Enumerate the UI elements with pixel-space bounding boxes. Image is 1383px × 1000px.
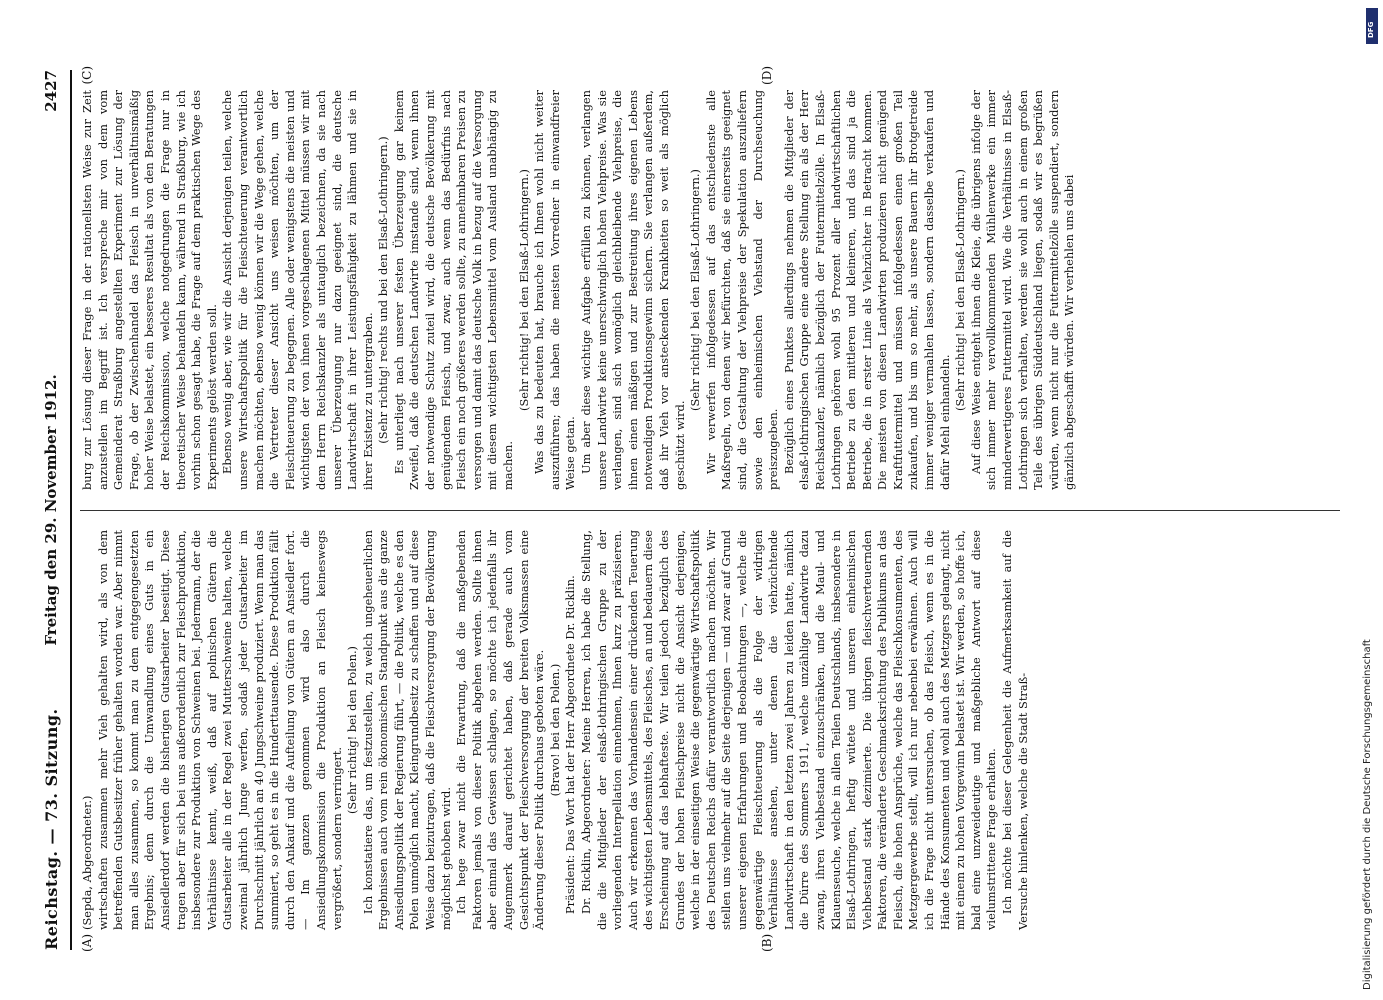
margin-marker-d: (D) bbox=[760, 66, 774, 85]
document-page bbox=[40, 66, 1350, 952]
speaker-continuation: (Sepda, Abgeordneter.) bbox=[80, 795, 94, 930]
paragraph: Auf diese Weise entgeht ihnen die Kleie, die übrigens infolge der sich immer mehr vervollkommnenden Mühlenwerke ein immer minderwertigeres Futtermittel wird. Wie die Verhältnisse in Elsaß-Lothringen sich verhalten, werden sie wohl auch in einem großen Teile des übrigen Süddeutschland liegen, sodaß wir es begrüßen würden, wenn nicht nur die Futtermittelzölle suspendiert, sondern gänzlich abgeschafft würden. Wir verhehlen uns dabei bbox=[968, 90, 1077, 490]
header-session: Reichstag. — 73. Sitzung. bbox=[42, 708, 61, 950]
interjection: (Sehr richtig! bei den Elsaß-Lothringern.) bbox=[953, 169, 968, 411]
interjection: (Bravo! bei den Polen.) bbox=[547, 663, 562, 797]
paragraph: Wir verwerfen infolgedessen auf das entschiedenste alle Maßregeln, von denen wir befürchten, daß sie einerseits geeignet sind, die Gestaltung der Viehpreise der Spekulation auszuliefern sowie den einheimischen Viehstand der Durchseuchung preiszugeben. bbox=[703, 90, 781, 490]
interjection: (Sehr richtig! bei den Polen.) bbox=[345, 645, 360, 815]
paragraph: Es unterliegt nach unserer festen Überzeugung gar keinem Zweifel, daß die deutschen Landwirte imstande sind, wenn ihnen der notwendige Schutz zuteil wird, die deutsche Bevölkerung mit genügendem Fleisch, und zwar, auch wenn das Bedürfnis nach Fleisch ein noch größeres werden sollte, zu annehmbaren Preisen zu versorgen und damit das deutsche Volk in bezug auf die Versorgung mit diesem wichtigsten Lebensmittel vom Ausland unabhängig zu machen. bbox=[391, 90, 516, 490]
speech-paragraph: Dr. Ricklin, Abgeordneter: Meine Herren, ich habe die Stellung, die die Mitglieder der elsaß-lothringischen Gruppe zu der vorliegenden Interpellation einnehmen, Ihnen kurz zu präzisieren. Auch wir erkennen das Vorhandensein einer drückenden Teuerung des wichtigsten Lebensmittels, des Fleisches, an und bedauern diese Erscheinung auf das lebhafteste. Wir teilen jedoch bezüglich des Grundes der hohen Fleischpreise nicht die Ansicht derjenigen, welche in der einseitigen Weise die gegenwärtige Wirtschaftspolitik des Deutschen Reichs dafür verantwortlich machen möchten. Wir stellen uns vielmehr auf die Seite derjenigen — und zwar auf Grund unserer eigenen Erfahrungen und Beobachtungen —, welche die gegenwärtige Fleischteuerung als die Folge der widrigen Verhältnisse ansehen, unter denen die viehzüchtende Landwirtschaft in den letzten zwei Jahren zu leiden hatte, nämlich die Dürre des Sommers 1911, welche unzählige Landwirte dazu zwang, ihren Viehbestand einzuschränken, und die Maul- und Klauenseuche, welche in allen Teilen Deutschlands, insbesondere in Elsaß-Lothringen, heftig wütete und unseren einheimischen Viehbestand stark dezimierte. Die übrigen fleischverteuernden Faktoren, die veränderte Geschmacksrichtung des Publikums an das Fleisch, die hohen Ansprüche, welche das Fleischkonsumenten, des Metzgergewerbe stellt, will ich nur nebenbei erwähnen. Auch will ich die Frage nicht untersuchen, ob das Fleisch, wenn es in die Hände des Konsumenten und wohl auch des Metzgers gelangt, nicht mit einem zu hohen Vorgewinn belastet ist. Wir werden, so hoffe ich, bald eine unzweideutige und maßgebliche Antwort auf diese vielumstrittene Frage erhalten. bbox=[579, 530, 999, 930]
paragraph: wirtschaften zusammen mehr Vieh gehalten wird, als von dem betreffenden Gutsbesitzer früher gehalten worden war. Aber nimmt man alles zusammen, so kommt man zu dem entgegengesetzten Ergebnis; denn durch die Umwandlung eines Guts in ein Ansiedlerdorf werden die bisherigen Gutsarbeiter beseitigt. Diese tragen aber für sich bei uns außerordentlich zur Fleischproduktion, insbesondere zur Produktion von Schweinen bei. Jedermann, der die Verhältnisse kennt, weiß, daß auf polnischen Gütern die Gutsarbeiter alle in der Regel zwei Mutterschweine halten, welche zweimal jährlich Junge werfen, sodaß jeder Gutsarbeiter im Durchschnitt jährlich an 40 Jungschweine produziert. Wenn man das summiert, so geht es in die Hunderttausende. Diese Produktion fällt durch den Ankauf und die Aufteilung von Gütern an Ansiedler fort. — Im ganzen genommen wird also durch die Ansiedlungskommission die Produktion an Fleisch keineswegs vergrößert, sondern verringert. bbox=[95, 530, 344, 930]
page-number: 2427 bbox=[42, 70, 60, 112]
page-header bbox=[40, 70, 70, 950]
interjection: (Sehr richtig! bei den Elsaß-Lothringern.) bbox=[516, 169, 531, 411]
digitization-credit: Digitalisierung gefördert durch die Deutsche Forschungsgemeinschaft bbox=[1362, 639, 1373, 990]
paragraph: burg zur Lösung dieser Frage in der rationellsten Weise zur Zeit anzustellen im Begriff ist. Ich verspreche mir von dem vom Gemeinderat Straßburg angestellten Experiment zur Lösung der Frage, ob der Zwischenhandel das Fleisch in unverhältnismäßig hoher Weise belastet, ein besseres Resultat als von den Beratungen der Reichskommission, welche notgedrungen die Frage nur in theoretischer Weise behandeln kann, während in Straßburg, wie ich vorhin schon gesagt habe, die Frage auf dem praktischen Wege des Experiments gelöst werden soll. bbox=[80, 90, 219, 490]
left-column bbox=[80, 530, 1031, 930]
header-date: Freitag den 29. November 1912. bbox=[42, 374, 60, 646]
dfg-logo: DFG bbox=[1366, 8, 1378, 44]
paragraph: Ebenso wenig aber, wie wir die Ansicht derjenigen teilen, welche unsere Wirtschaftspolitik für die Fleischteuerung verantwortlich machen möchten, ebenso wenig können wir die Wege gehen, welche die Vertreter dieser Ansicht uns weisen möchten, um der Fleischteuerung zu begegnen. Alle oder wenigstens die meisten und wichtigsten der von ihnen vorgeschlagenen Mittel müssen wir mit dem Herrn Reichskanzler als untauglich bezeichnen, da sie nach unserer Überzeugung nur dazu geeignet sind, die deutsche Landwirtschaft in ihrer Leistungsfähigkeit zu lähmen und sie in ihrer Existenz zu untergraben. bbox=[220, 90, 375, 490]
margin-marker-a: (A) bbox=[80, 933, 94, 952]
column-divider bbox=[80, 510, 1340, 511]
paragraph: Was das zu bedeuten hat, brauche ich Ihnen wohl nicht weiter auszuführen; das haben die meisten Vorredner in einwandfreier Weise getan. bbox=[532, 90, 578, 490]
paragraph: Ich möchte bei dieser Gelegenheit die Aufmerksamkeit auf die Versuche hinlenken, welche die Stadt Straß- bbox=[1000, 530, 1030, 930]
header-rule bbox=[70, 70, 72, 950]
interjection: (Sehr richtig! bei den Elsaß-Lothringern.) bbox=[688, 169, 703, 411]
right-column bbox=[80, 90, 1078, 490]
margin-marker-c: (C) bbox=[80, 66, 94, 85]
interjection: (Sehr richtig! rechts und bei den Elsaß-Lothringern.) bbox=[376, 136, 391, 444]
paragraph: Bezüglich eines Punktes allerdings nehmen die Mitglieder der elsaß-lothringischen Gruppe eine andere Stellung ein als der Herr Reichskanzler, nämlich bezüglich der Futtermittelzölle. In Elsaß-Lothringen gehören wohl 95 Prozent aller landwirtschaftlichen Betriebe zu den mittleren und kleineren, und das sind ja die Betriebe, die in erster Linie als Viehzüchter in Betracht kommen. Die meisten von diesen Landwirten produzieren nicht genügend Kraftfuttermittel und müssen infolgedessen einen großen Teil zukaufen, und bis um so mehr, als unsere Bauern ihr Brotgetreide immer weniger vermahlen lassen, sondern dasselbe verkaufen und dafür Mehl einhandeln. bbox=[781, 90, 952, 490]
margin-marker-b: (B) bbox=[760, 933, 774, 952]
president-statement: Präsident: Das Wort hat der Herr Abgeordnete Dr. Ricklin. bbox=[563, 575, 578, 914]
paragraph: Ich konstatiere das, um festzustellen, zu welch ungeheuerlichen Ergebnissen auch vom rein ökonomischen Standpunkt aus die ganze Ansiedlungspolitik der Regierung führt, — die Politik, welche es den Polen unmöglich macht, Kleingrundbesitz zu schaffen und auf diese Weise dazu beizutragen, daß die Fleischversorgung der Bevölkerung möglichst gehoben wird. bbox=[360, 530, 453, 930]
paragraph: Ich hege zwar nicht die Erwartung, daß die maßgebenden Faktoren jemals von dieser Politik abgehen werden. Sollte ihnen aber einmal das Gewissen schlagen, so möchte ich jedenfalls ihr Augenmerk darauf gerichtet haben, daß gerade auch vom Gesichtspunkt der Fleischversorgung der breiten Volksmassen eine Änderung dieser Politik durchaus geboten wäre. bbox=[454, 530, 547, 930]
paragraph: Um aber diese wichtige Aufgabe erfüllen zu können, verlangen unsere Landwirte keine unerschwinglich hohen Viehpreise. Was sie verlangen, sind sich womöglich gleichbleibende Viehpreise, die ihnen einen mäßigen und zur Bestreitung ihres eigenen Lebens notwendigen Produktionsgewinn sichern. Sie verlangen außerdem, daß ihr Vieh vor ansteckenden Krankheiten so weit als möglich geschützt wird. bbox=[579, 90, 687, 490]
